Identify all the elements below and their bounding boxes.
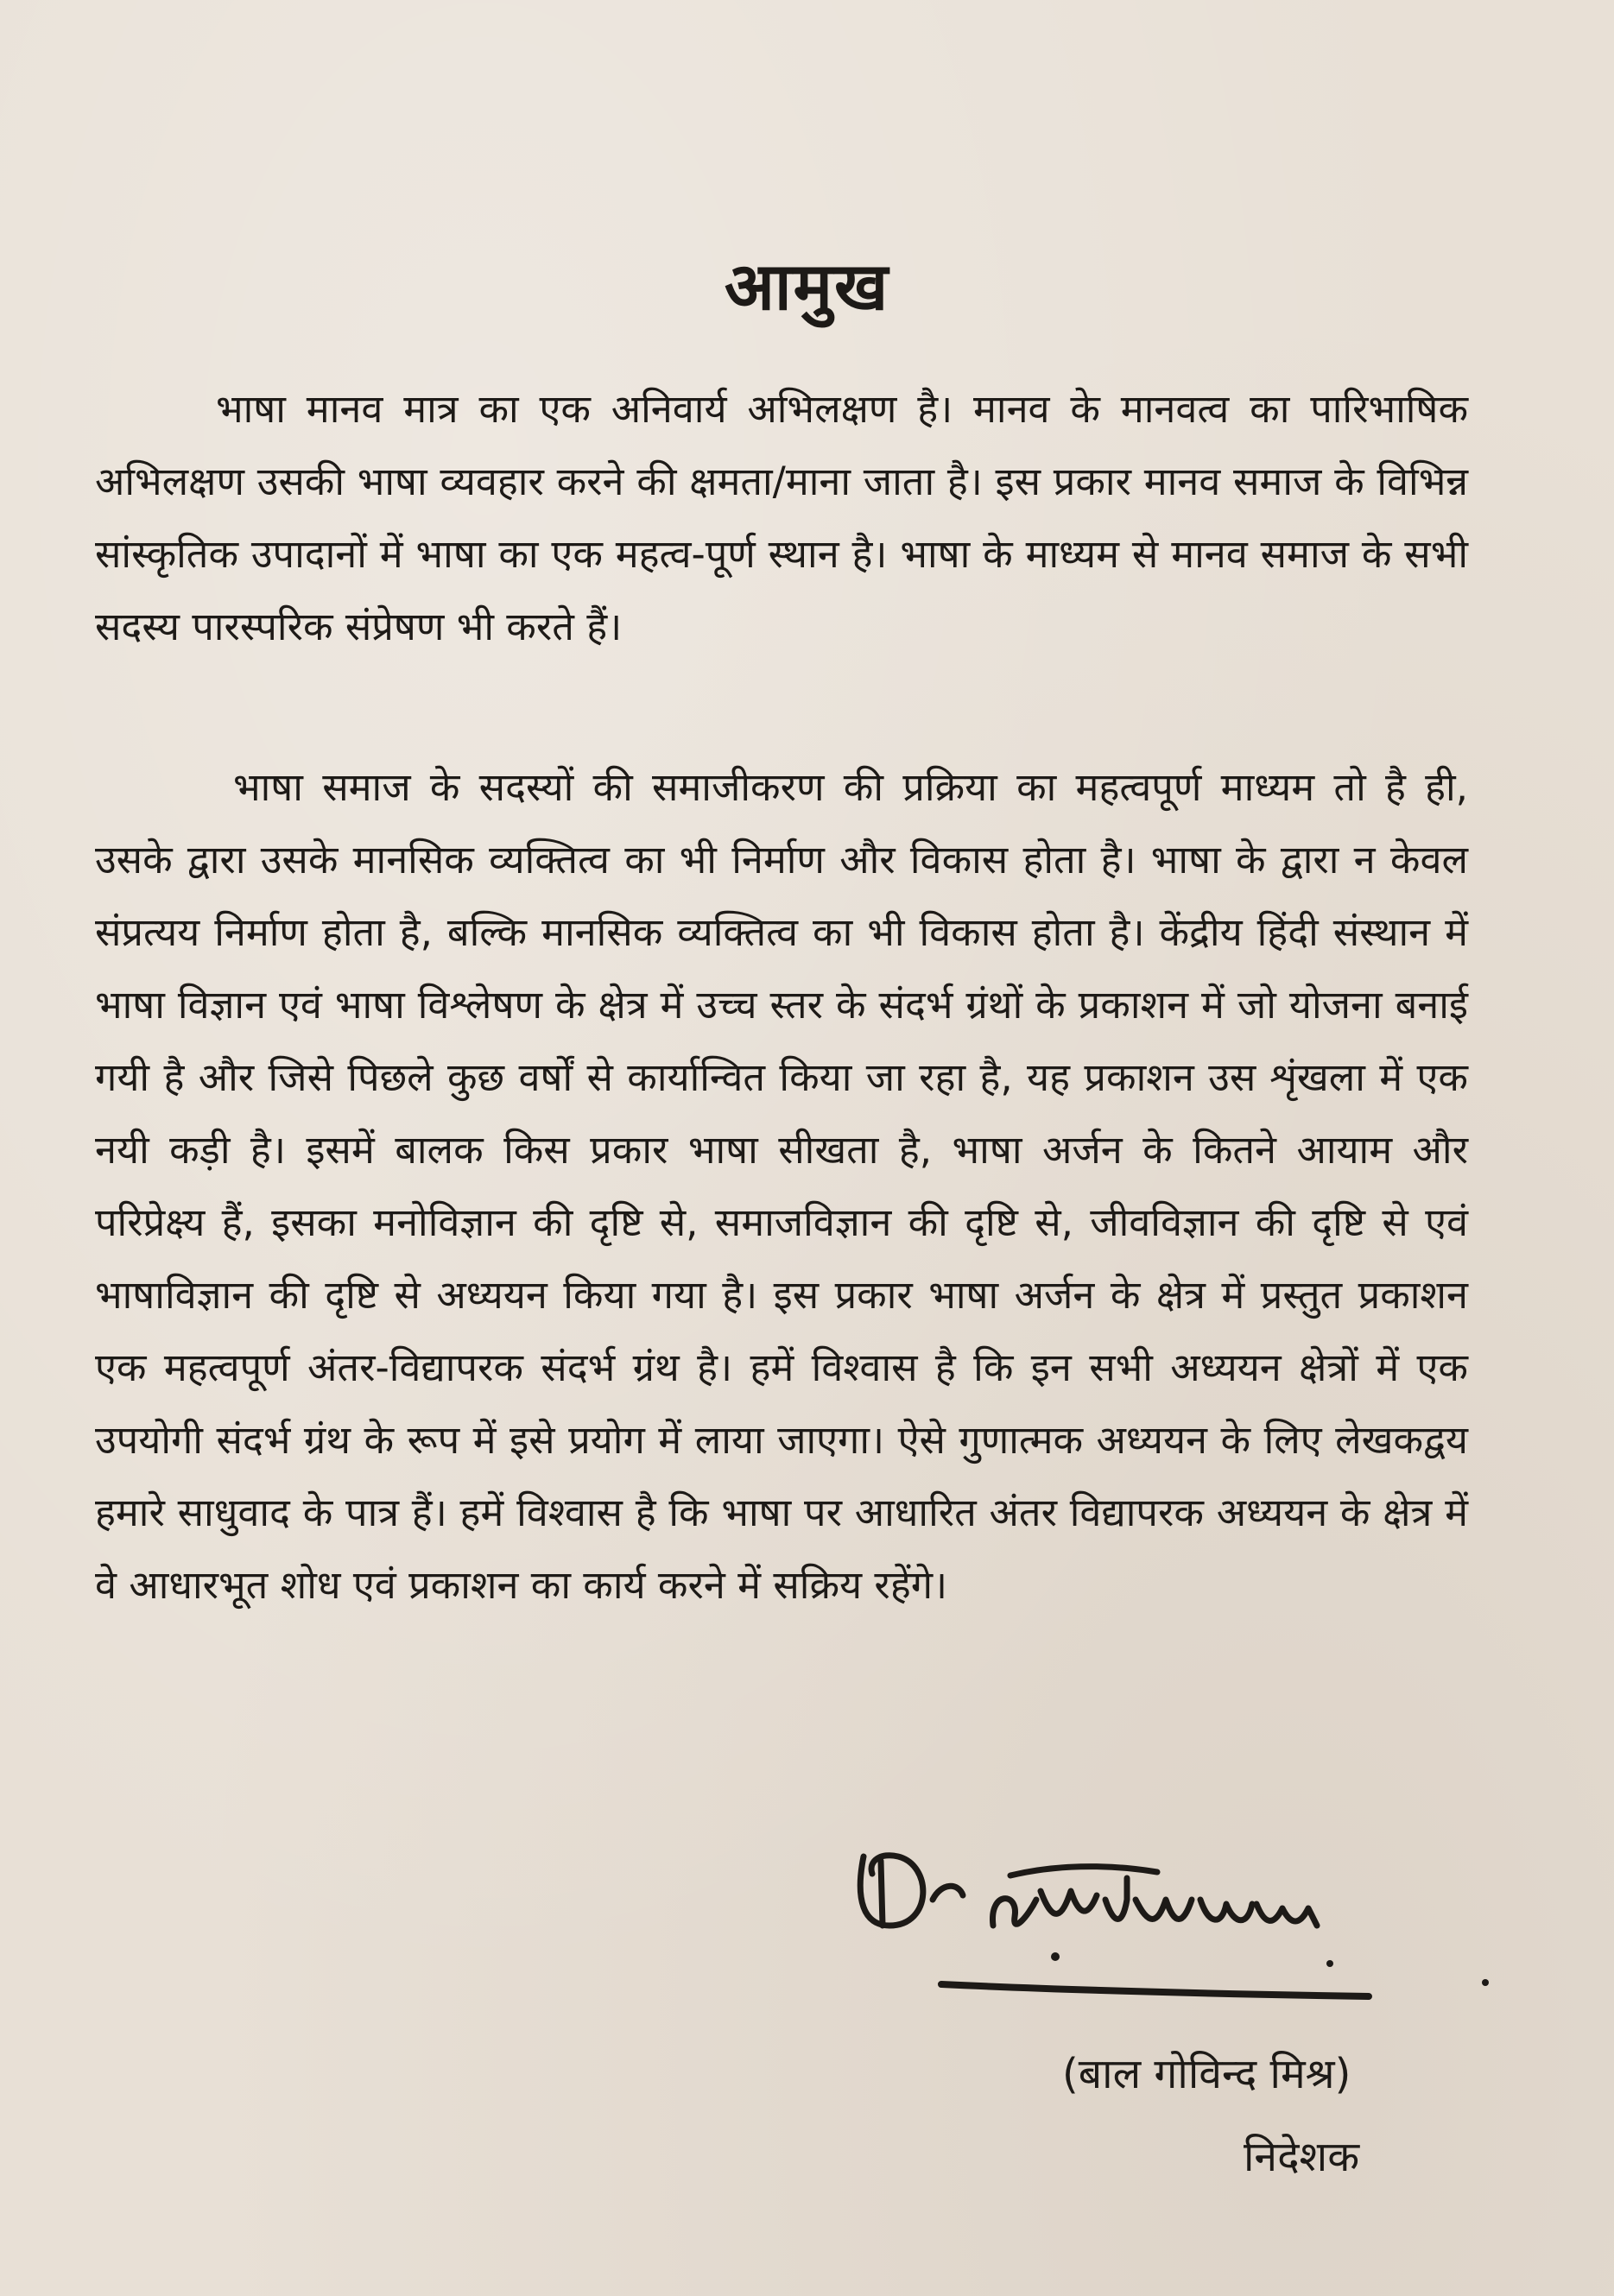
signatory-designation: निदेशक (1244, 2133, 1360, 2181)
paragraph-2: भाषा समाज के सदस्यों की समाजीकरण की प्रक्रिया का महत्वपूर्ण माध्यम तो है ही, उसके द्वारा उसके मानसिक व्यक्तित्व का भी निर्माण और विकास होता है। भाषा के द्वारा न केवल संप्रत्यय निर्माण होता है, बल्कि मानसिक व्यक्तित्व का भी विकास होता है। केंद्रीय हिंदी संस्थान में भाषा विज्ञान एवं भाषा विश्लेषण के क्षेत्र में उच्च स्तर के संदर्भ ग्रंथों के प्रकाशन में जो योजना बनाई गयी है और जिसे पिछले कुछ वर्षों से कार्यान्वित किया जा रहा है, यह प्रकाशन उस शृंखला में एक नयी कड़ी है। इसमें बालक किस प्रकार भाषा सीखता है, भाषा अर्जन के कितने आयाम और परिप्रेक्ष्य हैं, इसका मनोविज्ञान की दृष्टि से, समाजविज्ञान की दृष्टि से, जीवविज्ञान की दृष्टि से एवं भाषाविज्ञान की दृष्टि से अध्ययन किया गया है। इस प्रकार भाषा अर्जन के क्षेत्र में प्रस्तुत प्रकाशन एक महत्वपूर्ण अंतर-विद्यापरक संदर्भ ग्रंथ है। हमें विश्वास है कि इन सभी अध्ययन क्षेत्रों में एक उपयोगी संदर्भ ग्रंथ के रूप में इसे प्रयोग में लाया जाएगा। ऐसे गुणात्मक अध्ययन के लिए लेखकद्वय हमारे साधुवाद के पात्र हैं। हमें विश्वास है कि भाषा पर आधारित अंतर विद्यापरक अध्ययन के क्षेत्र में वे आधारभूत शोध एवं प्रकाशन का कार्य करने में सक्रिय रहेंगे। (95, 764, 1468, 1608)
handwritten-signature (829, 1796, 1537, 2021)
paragraph-1: भाषा मानव मात्र का एक अनिवार्य अभिलक्षण है। मानव के मानवत्व का पारिभाषिक अभिलक्षण उसकी भाषा व्यवहार करने की क्षमता/माना जाता है। इस प्रकार मानव समाज के विभिन्न सांस्कृतिक उपादानों में भाषा का एक महत्व-पूर्ण स्थान है। भाषा के माध्यम से मानव समाज के सभी सदस्य पारस्परिक संप्रेषण भी करते हैं। (95, 386, 1468, 649)
signatory-name: (बाल गोविन्द मिश्र) (1062, 2050, 1351, 2098)
page-title: आमुख (724, 248, 890, 325)
